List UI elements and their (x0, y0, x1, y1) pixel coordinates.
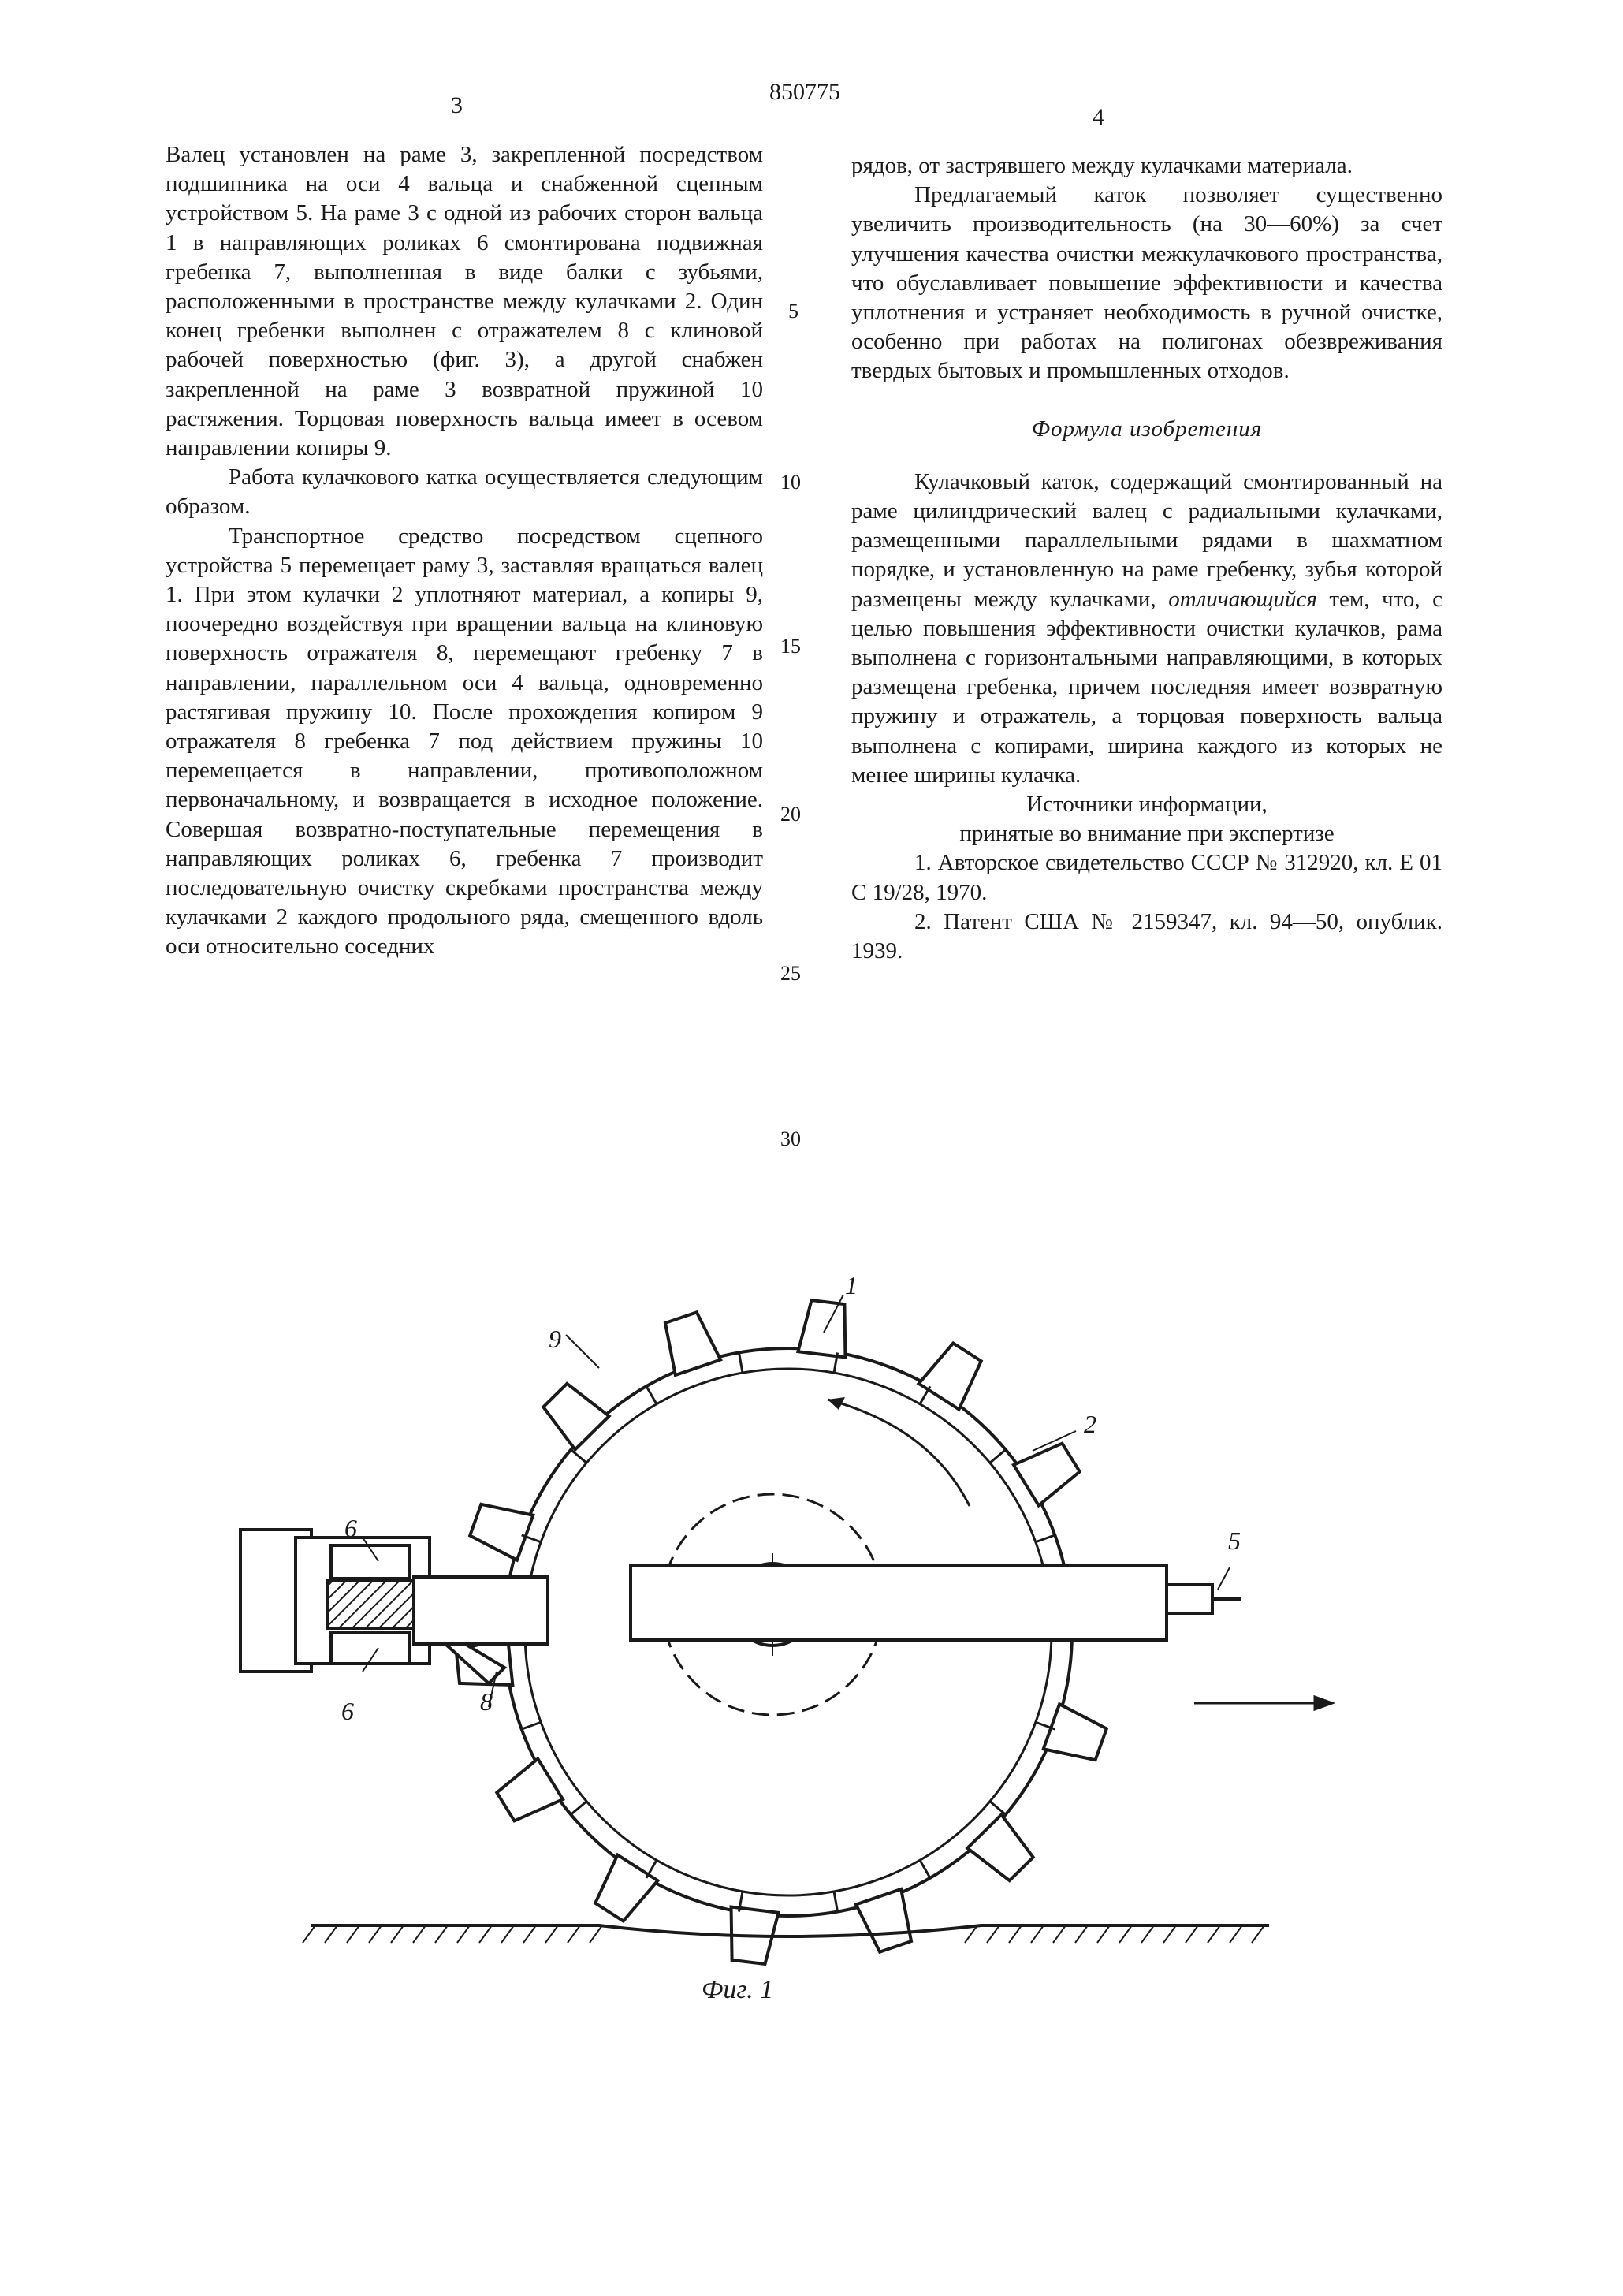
left-column (166, 140, 763, 962)
copier-mark (571, 1802, 586, 1815)
cam-tooth (665, 1312, 720, 1375)
left-paragraph-1: Валец установлен на раме 3, закрепленной посредством подшипника на оси 4 вальца и снабженной сцепным устройством 5. На раме 3 с одной из рабочих сторон вальца 1 в направляющих роликах 6 смонтирована подвижная гребенка 7, выполненная в виде балки с зубьями, расположенными в пространстве между кулачками 2. Один конец гребенки выполнен с отражателем 8 с клиновой рабочей поверхностью (фиг. 3), а другой снабжен закрепленной на раме 3 возвратной пружиной 10 растяжения. Торцовая поверхность вальца имеет в осевом направлении копиры 9. (166, 142, 763, 461)
right-paragraph: Предлагаемый каток позволяет существенно увеличить производительность (на 30—60%) за счет улучшения качества очистки межкулачкового пространства, что обуславливает повышение эффективности и качества уплотнения и устраняет необходимость в ручной очистке, особенно при работах на полигонах обезвреживания твердых бытовых и промышленных отходов. (851, 182, 1442, 384)
cam-tooth (497, 1759, 563, 1821)
claim-part-1: Кулачковый каток, содержащий смонтированный на раме цилиндрический валец с радиальными кулачками, размещенными параллельными рядами в шахматном порядке, и установленную на раме гребенку, зубья которой размещены между кулачками, (851, 468, 1442, 612)
right-continuation: рядов, от застрявшего между кулачками материала. (851, 153, 1353, 178)
sources-title: Источники информации, (1026, 792, 1268, 818)
copier-mark (990, 1450, 1006, 1463)
copier-mark (990, 1802, 1006, 1815)
cam-tooth (1044, 1704, 1107, 1760)
comb-beam (327, 1581, 414, 1628)
ground-hatch-line (435, 1925, 448, 1943)
label-roller-bottom: 6 (341, 1697, 354, 1725)
ground-hatch-line (1097, 1925, 1110, 1943)
label-reflector: 8 (480, 1687, 493, 1716)
ground-hatch-line (1163, 1925, 1176, 1943)
ground-hatch-line (1009, 1925, 1022, 1943)
ground-hatch-line (1141, 1925, 1154, 1943)
label-coupling: 5 (1228, 1526, 1241, 1555)
ground-hatch-line (1208, 1925, 1220, 1943)
ground-hatch-line (1252, 1925, 1264, 1943)
frame-arm (631, 1565, 1167, 1640)
label-cam: 2 (1084, 1410, 1096, 1438)
cam-tooth (470, 1504, 533, 1560)
line-number-20: 20 (780, 803, 801, 826)
page-number-left: 3 (451, 92, 463, 118)
figure-1-drawing (0, 1230, 1623, 2097)
source-2: 2. Патент США № 2159347, кл. 94—50, опублик. 1939. (851, 908, 1442, 964)
cam-tooth (1014, 1444, 1080, 1506)
ground-hatch-line (1230, 1925, 1242, 1943)
label-roller-top: 6 (344, 1514, 357, 1542)
left-paragraph-2: Работа кулачкового катка осуществляется следующим образом. (166, 464, 763, 520)
ground-hatch-line (303, 1925, 315, 1943)
ground-hatch-line (369, 1925, 382, 1943)
line-number-10: 10 (780, 471, 801, 494)
cam-tooth (595, 1855, 657, 1921)
ground-hatch-line (1053, 1925, 1066, 1943)
ground-hatch-line (987, 1925, 999, 1943)
ground-hatch-line (347, 1925, 359, 1943)
ground-hatch-line (523, 1925, 536, 1943)
ground-hatch-line (479, 1925, 492, 1943)
cam-tooth (856, 1889, 911, 1952)
ground-hatch-line (590, 1925, 602, 1943)
ground-hatch-line (325, 1925, 337, 1943)
coupling-device (1167, 1585, 1212, 1613)
copier-mark (571, 1450, 586, 1463)
line-number-15: 15 (780, 635, 801, 658)
copier-mark (920, 1860, 930, 1878)
page-number-right: 4 (1093, 104, 1104, 130)
copier-mark (522, 1722, 541, 1729)
copier-mark (1036, 1535, 1055, 1542)
sources-subtitle: принятые во внимание при экспертизе (959, 821, 1335, 847)
ground-hatch-line (1186, 1925, 1198, 1943)
label-copier: 9 (549, 1325, 561, 1353)
figure-caption: Фиг. 1 (702, 1975, 774, 2004)
ground-hatch-line (1119, 1925, 1132, 1943)
ground-hatch-line (1075, 1925, 1088, 1943)
cam-tooth (967, 1815, 1033, 1881)
ground-hatch-line (391, 1925, 404, 1943)
ground-hatch-line (413, 1925, 426, 1943)
line-number-5: 5 (788, 300, 798, 322)
ground-hatch-line (568, 1925, 580, 1943)
copier-mark (646, 1386, 657, 1404)
right-column (851, 151, 1442, 966)
cam-tooth (543, 1384, 609, 1450)
ground-hatch-line (457, 1925, 470, 1943)
patent-number: 850775 (769, 79, 840, 105)
label-drum: 1 (845, 1271, 858, 1299)
cam-tooth (798, 1300, 845, 1357)
line-number-25: 25 (780, 962, 801, 985)
copier-mark (739, 1352, 743, 1373)
left-paragraph-3: Транспортное средство посредством сцепного устройства 5 перемещает раму 3, заставляя вращаться валец 1. При этом кулачки 2 уплотняют материал, а копиры 9, поочередно воздействуя при вращении вальца на клиновую поверхность отражателя 8, перемещают гребенку 7 в направлении, параллельном оси 4 вальца, одновременно растягивая пружину 10. После прохождения копиром 9 отражателя 8 гребенка 7 под действием пружины 10 перемещается в направлении, противоположном первоначальному, и возвращается в исходное положение. Совершая возвратно-поступательные перемещения в направляющих роликах 6, гребенка 7 производит последовательную очистку скребками пространства между кулачками 2 каждого продольного ряда, смещенного вдоль оси относительно соседних (166, 523, 763, 960)
ground-hatch-line (501, 1925, 514, 1943)
line-number-30: 30 (780, 1128, 801, 1150)
claim-part-2: тем, что, с целью повышения эффективности очистки кулачков, рама выполнена с горизонтальными направляющими, в которых размещена гребенка, причем последняя имеет возвратную пружину и отражатель, а торцовая поверхность вальца выполнена с копирами, ширина каждого из которых не менее ширины кулачка. (851, 586, 1442, 788)
copier-mark (834, 1892, 838, 1912)
cam-tooth (919, 1344, 981, 1410)
claim-italic: отличающийся (1168, 586, 1317, 612)
ground-hatch-line (545, 1925, 558, 1943)
ground-hatch-line (1031, 1925, 1044, 1943)
comb-body (414, 1577, 548, 1644)
formula-title: Формула изобретения (1031, 416, 1263, 442)
source-1: 1. Авторское свидетельство СССР № 312920, кл. Е 01 С 19/28, 1970. (851, 850, 1442, 905)
claim-text (851, 468, 1442, 790)
